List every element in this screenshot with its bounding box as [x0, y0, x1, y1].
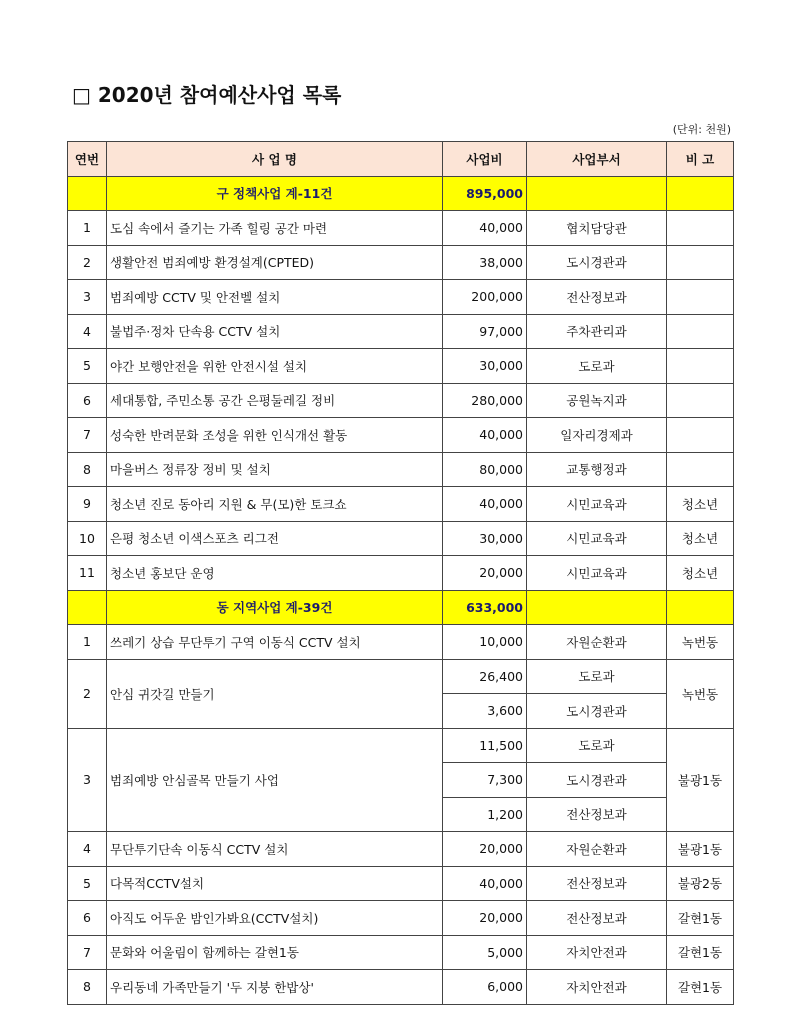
- project-name: 생활안전 범죄예방 환경설계(CPTED): [107, 245, 443, 280]
- project-cost: 30,000: [443, 521, 527, 556]
- project-note: [667, 211, 734, 246]
- row-number: 2: [68, 245, 107, 280]
- project-cost: 40,000: [443, 487, 527, 522]
- table-row: [68, 832, 734, 867]
- header-cost: 사업비: [443, 142, 527, 177]
- project-dept: 도시경관과: [527, 694, 667, 729]
- project-note: [667, 314, 734, 349]
- table-row: [68, 245, 734, 280]
- project-note: 갈현1동: [667, 970, 734, 1005]
- unit-label: (단위: 천원): [672, 123, 731, 136]
- project-cost: 7,300: [443, 763, 527, 798]
- project-name: 도심 속에서 즐기는 가족 힐링 공간 마련: [107, 211, 443, 246]
- project-cost: 26,400: [443, 659, 527, 694]
- table-row: [68, 349, 734, 384]
- row-number: 10: [68, 521, 107, 556]
- project-note: [667, 383, 734, 418]
- project-dept: 자치안전과: [527, 935, 667, 970]
- project-note: 청소년: [667, 487, 734, 522]
- row-number: 6: [68, 901, 107, 936]
- project-note: 녹번동: [667, 625, 734, 660]
- row-number: 7: [68, 418, 107, 453]
- section-no-cell: [68, 176, 107, 211]
- project-cost: 20,000: [443, 901, 527, 936]
- project-cost: 3,600: [443, 694, 527, 729]
- row-number: 1: [68, 625, 107, 660]
- project-dept: 전산정보과: [527, 866, 667, 901]
- table-row: [68, 211, 734, 246]
- project-note: 녹번동: [667, 659, 734, 728]
- project-note: [667, 280, 734, 315]
- budget-table: [67, 141, 734, 1005]
- table-row: [68, 418, 734, 453]
- project-dept: 자원순환과: [527, 625, 667, 660]
- project-note: [667, 245, 734, 280]
- project-name: 불법주·정차 단속용 CCTV 설치: [107, 314, 443, 349]
- project-note: [667, 349, 734, 384]
- row-number: 8: [68, 452, 107, 487]
- section-label: 구 정책사업 계-11건: [107, 176, 443, 211]
- project-name: 우리동네 가족만들기 '두 지붕 한밥상': [107, 970, 443, 1005]
- project-cost: 20,000: [443, 556, 527, 591]
- table-row: [68, 452, 734, 487]
- project-note: 청소년: [667, 521, 734, 556]
- project-dept: 시민교육과: [527, 487, 667, 522]
- page-title: □ 2020년 참여예산사업 목록: [72, 83, 342, 107]
- project-name: 아직도 어두운 밤인가봐요(CCTV설치): [107, 901, 443, 936]
- table-row: [68, 625, 734, 660]
- header-dept: 사업부서: [527, 142, 667, 177]
- project-cost: 97,000: [443, 314, 527, 349]
- project-dept: 일자리경제과: [527, 418, 667, 453]
- project-name: 마을버스 정류장 정비 및 설치: [107, 452, 443, 487]
- table-row: [68, 901, 734, 936]
- row-number: 9: [68, 487, 107, 522]
- table-row: [68, 866, 734, 901]
- table-row: [68, 659, 734, 694]
- project-dept: 도로과: [527, 659, 667, 694]
- section-label: 동 지역사업 계-39건: [107, 590, 443, 625]
- project-dept: 주차관리과: [527, 314, 667, 349]
- header-note: 비 고: [667, 142, 734, 177]
- project-cost: 280,000: [443, 383, 527, 418]
- table-row: [68, 521, 734, 556]
- project-dept: 도로과: [527, 349, 667, 384]
- table-row: [68, 970, 734, 1005]
- project-name: 범죄예방 CCTV 및 안전벨 설치: [107, 280, 443, 315]
- table-header: [68, 142, 734, 177]
- project-note: 불광1동: [667, 728, 734, 832]
- header-name: 사 업 명: [107, 142, 443, 177]
- table-row: [68, 556, 734, 591]
- row-number: 11: [68, 556, 107, 591]
- project-name: 은평 청소년 이색스포츠 리그전: [107, 521, 443, 556]
- project-cost: 5,000: [443, 935, 527, 970]
- project-dept: 전산정보과: [527, 901, 667, 936]
- project-name: 다목적CCTV설치: [107, 866, 443, 901]
- project-cost: 80,000: [443, 452, 527, 487]
- project-dept: 도시경관과: [527, 763, 667, 798]
- project-name: 안심 귀갓길 만들기: [107, 659, 443, 728]
- project-cost: 1,200: [443, 797, 527, 832]
- header-no: 연번: [68, 142, 107, 177]
- project-dept: 교통행정과: [527, 452, 667, 487]
- table-row: [68, 314, 734, 349]
- row-number: 4: [68, 314, 107, 349]
- project-name: 쓰레기 상습 무단투기 구역 이동식 CCTV 설치: [107, 625, 443, 660]
- project-note: 갈현1동: [667, 901, 734, 936]
- table-row: [68, 728, 734, 763]
- project-dept: 전산정보과: [527, 797, 667, 832]
- row-number: 6: [68, 383, 107, 418]
- project-name: 무단투기단속 이동식 CCTV 설치: [107, 832, 443, 867]
- project-note: [667, 452, 734, 487]
- section-dept-cell: [527, 590, 667, 625]
- section-dept-cell: [527, 176, 667, 211]
- project-cost: 40,000: [443, 418, 527, 453]
- row-number: 7: [68, 935, 107, 970]
- project-dept: 도로과: [527, 728, 667, 763]
- project-name: 청소년 진로 동아리 지원 & 무(모)한 토크쇼: [107, 487, 443, 522]
- row-number: 4: [68, 832, 107, 867]
- project-note: 불광2동: [667, 866, 734, 901]
- project-cost: 20,000: [443, 832, 527, 867]
- project-name: 문화와 어울림이 함께하는 갈현1동: [107, 935, 443, 970]
- section-note-cell: [667, 176, 734, 211]
- project-cost: 38,000: [443, 245, 527, 280]
- project-cost: 30,000: [443, 349, 527, 384]
- project-name: 야간 보행안전을 위한 안전시설 설치: [107, 349, 443, 384]
- row-number: 1: [68, 211, 107, 246]
- project-cost: 10,000: [443, 625, 527, 660]
- section-total: 633,000: [443, 590, 527, 625]
- project-note: 불광1동: [667, 832, 734, 867]
- row-number: 8: [68, 970, 107, 1005]
- project-dept: 전산정보과: [527, 280, 667, 315]
- project-name: 청소년 홍보단 운영: [107, 556, 443, 591]
- project-name: 성숙한 반려문화 조성을 위한 인식개선 활동: [107, 418, 443, 453]
- project-dept: 자원순환과: [527, 832, 667, 867]
- project-dept: 시민교육과: [527, 556, 667, 591]
- section-note-cell: [667, 590, 734, 625]
- project-dept: 도시경관과: [527, 245, 667, 280]
- table-row: [68, 487, 734, 522]
- project-cost: 40,000: [443, 211, 527, 246]
- section-total: 895,000: [443, 176, 527, 211]
- section-total-row: [68, 176, 734, 211]
- row-number: 3: [68, 280, 107, 315]
- section-total-row: [68, 590, 734, 625]
- project-dept: 시민교육과: [527, 521, 667, 556]
- project-cost: 6,000: [443, 970, 527, 1005]
- project-cost: 200,000: [443, 280, 527, 315]
- section-no-cell: [68, 590, 107, 625]
- project-name: 범죄예방 안심골목 만들기 사업: [107, 728, 443, 832]
- table-row: [68, 280, 734, 315]
- project-name: 세대통합, 주민소통 공간 은평둘레길 정비: [107, 383, 443, 418]
- table-row: [68, 383, 734, 418]
- project-cost: 40,000: [443, 866, 527, 901]
- table-row: [68, 935, 734, 970]
- project-note: 청소년: [667, 556, 734, 591]
- row-number: 5: [68, 349, 107, 384]
- project-dept: 협치담당관: [527, 211, 667, 246]
- row-number: 2: [68, 659, 107, 728]
- row-number: 3: [68, 728, 107, 832]
- project-note: [667, 418, 734, 453]
- project-cost: 11,500: [443, 728, 527, 763]
- project-dept: 공원녹지과: [527, 383, 667, 418]
- row-number: 5: [68, 866, 107, 901]
- project-note: 갈현1동: [667, 935, 734, 970]
- project-dept: 자치안전과: [527, 970, 667, 1005]
